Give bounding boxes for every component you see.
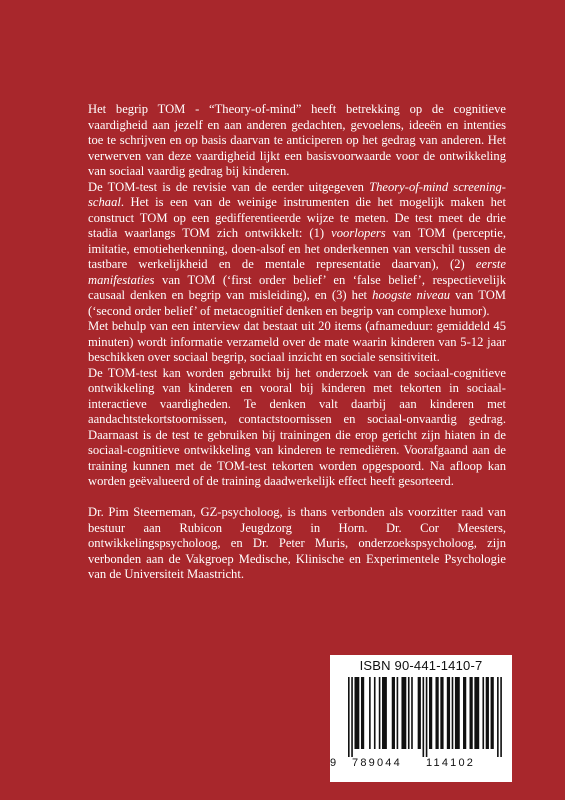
barcode-bar (361, 677, 364, 749)
text-run: Het begrip TOM - “Theory-of-mind” heeft betrekking op de cognitieve vaardigheid aan jezelf en aan anderen gedachten, gevoelens, ideeën en intenties toe te schrijven en op basis daarvan te anticiperen op het gedrag van anderen. Het verwerven van deze vaardigheid lijkt een basisvoorwaarde voor de ontwikkeling van sociaal vaardig gedrag bij kinderen. (88, 102, 506, 178)
text-run: van TOM (‘first order belief’ en ‘false belief’, respectievelijk causaal denken en begrip van misleiding), en (3) het (88, 272, 506, 302)
barcode-digit-group: 114102 (426, 757, 476, 769)
italic-term: Theory-of-mind screening-schaal (88, 179, 506, 209)
isbn-label: ISBN 90-441-1410-7 (359, 658, 483, 673)
barcode-bar (482, 677, 484, 749)
barcode-bar (411, 677, 413, 749)
barcode-guard-bar (500, 677, 502, 757)
barcode-bar (408, 677, 410, 749)
barcode-digit-group: 789044 (352, 757, 402, 769)
text-run: van TOM (‘second order belief’ of metacognitief denken en begrip van complexe humor). (88, 288, 506, 318)
barcode-bars (338, 677, 504, 759)
barcode-guard-bar (351, 677, 353, 757)
barcode-box (330, 655, 512, 782)
barcode-bar (435, 677, 438, 749)
barcode-bar (369, 677, 371, 749)
italic-term: eerste manifestaties (88, 257, 506, 287)
barcode-bar (452, 677, 454, 749)
blurb-paragraph (88, 366, 506, 490)
barcode-bar (463, 677, 466, 749)
blurb-paragraph (88, 319, 506, 366)
blurb-paragraph (88, 180, 506, 320)
barcode-guard-bar (426, 677, 428, 757)
barcode-bar (440, 677, 443, 749)
text-run: van TOM (perceptie, imitatie, emotieherkenning, doen-alsof en het onderkennen van verschil tussen de tastbare werkelijkheid en de mentale representatie daarvan), (2) (88, 226, 506, 271)
barcode-bar (392, 677, 395, 749)
barcode-bar (474, 677, 479, 749)
barcode-bar (491, 677, 494, 749)
text-run: Met behulp van een interview dat bestaat uit 20 items (afnameduur: gemiddeld 45 minuten) wordt informatie verzameld over de mate waarin kinderen van 5-12 jaar beschikken over sociaal begrip, sociaal inzicht en sociale sensitiviteit. (88, 319, 506, 364)
blurb-paragraph (88, 505, 506, 583)
text-run: De TOM-test is de revisie van de eerder uitgegeven (88, 179, 370, 194)
barcode-bar (354, 677, 359, 749)
barcode-bar (401, 677, 406, 749)
italic-term: hoogste niveau (372, 288, 451, 302)
barcode-bar (374, 677, 376, 749)
blurb-paragraph (88, 102, 506, 180)
barcode-guard-bar (423, 677, 425, 757)
barcode-bar (447, 677, 450, 749)
barcode-bar (418, 677, 421, 749)
barcode-bar (486, 677, 489, 749)
barcode-bar (429, 677, 432, 749)
barcode-guard-bar (497, 677, 499, 757)
text-run: . Het is een van de weinige instrumenten die het mogelijk maken het construct TOM op een gedifferentieerde wijze te meten. De test meet de drie stadia waarlangs TOM zich ontwikkelt: (1) (88, 195, 506, 240)
barcode-digit-group: 9 (330, 757, 337, 769)
blurb-text-block (88, 102, 506, 583)
barcode-bar (470, 677, 473, 749)
barcode-bar (455, 677, 460, 749)
barcode-bar (397, 677, 399, 749)
italic-term: voorlopers (331, 226, 386, 240)
barcode-bar (382, 677, 387, 749)
text-run: De TOM-test kan worden gebruikt bij het onderzoek van de sociaal-cognitieve ontwikkeling van kinderen en vooral bij kinderen met tekorten in sociaal-interactieve vaardigheden. Te denken valt daarbij aan kinderen met aandachtstekortstoornissen, contactstoornissen en sociaal-onvaardig gedrag. Daarnaast is de test te gebruiken bij trainingen die erop gericht zijn hiaten in de sociaal-cognitieve ontwikkeling van kinderen te remediëren. Voorafgaand aan de training kunnen met de TOM-test tekorten worden opgespoord. Na afloop kan worden geëvalueerd of de training daadwerkelijk effect heeft gesorteerd. (88, 365, 506, 488)
barcode-guard-bar (348, 677, 350, 757)
barcode-bar (379, 677, 381, 749)
text-run: Dr. Pim Steerneman, GZ-psycholoog, is thans verbonden als voorzitter raad van bestuur aan Rubicon Jeugdzorg in Horn. Dr. Cor Meesters, ontwikkelingspsycholoog, en Dr. Peter Muris, onderzoekspsycholoog, zijn verbonden aan de Vakgroep Medische, Klinische en Experimentele Psychologie van de Universiteit Maastricht. (88, 505, 506, 581)
